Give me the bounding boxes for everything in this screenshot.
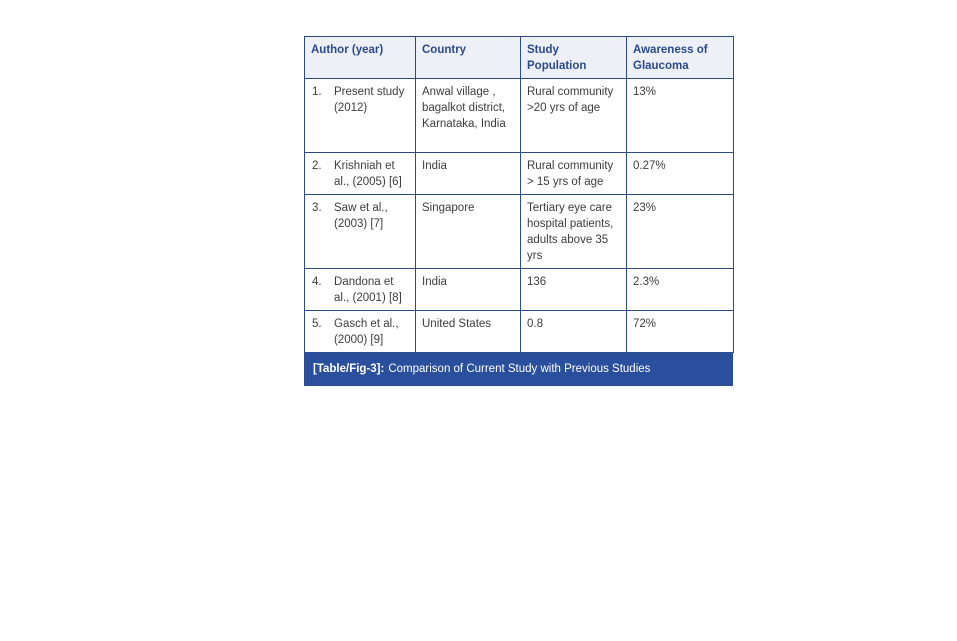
population-cell: 136 [521, 269, 627, 311]
author-name: Gasch et al., (2000) [9] [334, 318, 399, 346]
row-number: 3. [312, 202, 322, 214]
country-cell: Singapore [416, 195, 521, 269]
table-row [305, 195, 734, 269]
row-number: 1. [312, 86, 322, 98]
col-header-author: Author (year) [305, 37, 416, 79]
author-cell [305, 79, 416, 153]
table-caption [304, 353, 733, 386]
col-header-study-population: Study Population [521, 37, 627, 79]
studies-table [304, 36, 734, 353]
caption-label: [Table/Fig-3]: [313, 363, 385, 375]
population-cell: Rural community >20 yrs of age [521, 79, 627, 153]
awareness-cell: 23% [627, 195, 734, 269]
author-cell [305, 195, 416, 269]
population-cell: Rural community > 15 yrs of age [521, 153, 627, 195]
author-name: Present study (2012) [334, 86, 405, 114]
table-row [305, 311, 734, 353]
caption-text: Comparison of Current Study with Previous Studies [388, 363, 651, 375]
author-cell [305, 269, 416, 311]
awareness-cell: 0.27% [627, 153, 734, 195]
population-cell: Tertiary eye care hospital patients, adults above 35 yrs [521, 195, 627, 269]
row-number: 5. [312, 318, 322, 330]
country-cell: India [416, 153, 521, 195]
col-header-country: Country [416, 37, 521, 79]
table-row [305, 153, 734, 195]
country-cell: Anwal village , bagalkot district, Karnataka, India [416, 79, 521, 153]
population-cell: 0.8 [521, 311, 627, 353]
country-cell: India [416, 269, 521, 311]
awareness-cell: 13% [627, 79, 734, 153]
table-row [305, 79, 734, 153]
table-row [305, 269, 734, 311]
author-name: Saw et al., (2003) [7] [334, 202, 388, 230]
awareness-cell: 2.3% [627, 269, 734, 311]
author-cell [305, 311, 416, 353]
comparison-table [304, 36, 733, 386]
author-name: Krishniah et al., (2005) [6] [334, 160, 402, 188]
country-cell: United States [416, 311, 521, 353]
author-cell [305, 153, 416, 195]
col-header-awareness: Awareness of Glaucoma [627, 37, 734, 79]
row-number: 4. [312, 276, 322, 288]
header-row [305, 37, 734, 79]
author-name: Dandona et al., (2001) [8] [334, 276, 402, 304]
awareness-cell: 72% [627, 311, 734, 353]
row-number: 2. [312, 160, 322, 172]
